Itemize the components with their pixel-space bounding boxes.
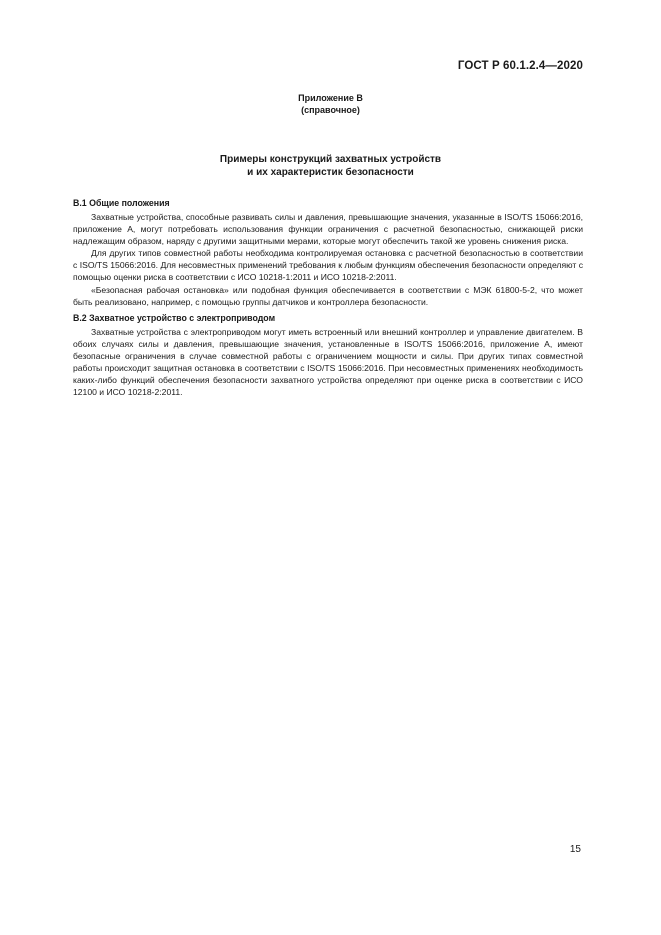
- document-code: ГОСТ Р 60.1.2.4—2020: [457, 60, 583, 72]
- section-general: [73, 197, 583, 308]
- annex-label: [0, 92, 661, 116]
- paragraph: Захватные устройства, способные развивать силы и давления, превышающие значения, указанные в ISO/TS 15066:2016, приложение A, могут потребовать использования функции ограничения с расчетной безопасностью, снижающей риски надлежащим образом, наряду с другими защитными мерами, которые могут обеспечить такой же уровень снижения риска.: [73, 212, 583, 247]
- section-heading: В.2 Захватное устройство с электроприводом: [73, 312, 276, 323]
- section-heading: В.1 Общие положения: [73, 198, 170, 208]
- annex-title: Приложение В: [298, 93, 363, 103]
- page-number: 15: [569, 844, 581, 855]
- page-title: [0, 153, 661, 179]
- section-electric-gripper: [73, 312, 583, 399]
- page-title-line-2: и их характеристик безопасности: [247, 167, 414, 178]
- paragraph: Для других типов совместной работы необходима контролируемая остановка с расчетной безопасностью в соответствии с ISO/TS 15066:2016. Для несовместных применений требования к любым функциям обеспечения безопасности определяют с помощью оценки риска в соответствии с ИСО 10218-1:2011 и ИСО 10218-2:2011.: [73, 248, 583, 283]
- page-title-line-1: Примеры конструкций захватных устройств: [219, 154, 442, 165]
- paragraph: «Безопасная рабочая остановка» или подобная функция обеспечивается в соответствии с МЭК 61800-5-2, что может быть реализовано, например, с помощью группы датчиков и контроллера безопасности.: [73, 284, 583, 307]
- document-body: [73, 197, 583, 398]
- annex-type: (справочное): [301, 105, 360, 115]
- paragraph: Захватные устройства с электроприводом могут иметь встроенный или внешний контроллер и управление двигателем. В обоих случаях силы и давления, превышающие значения, установленные в ISO/TS 15066:2016, приложение A, имеют безопасные ограничения в случае совместной работы с ограничением мощности и силы. При других типах совместной работы происходит защитная остановка в соответствии с ISO/TS 15066:2016. При несовместных применениях необходимость каких-либо функций обеспечения безопасности захватного устройства определяют при оценке риска в соответствии с ИСО 12100 и ИСО 10218-2:2011.: [73, 326, 583, 398]
